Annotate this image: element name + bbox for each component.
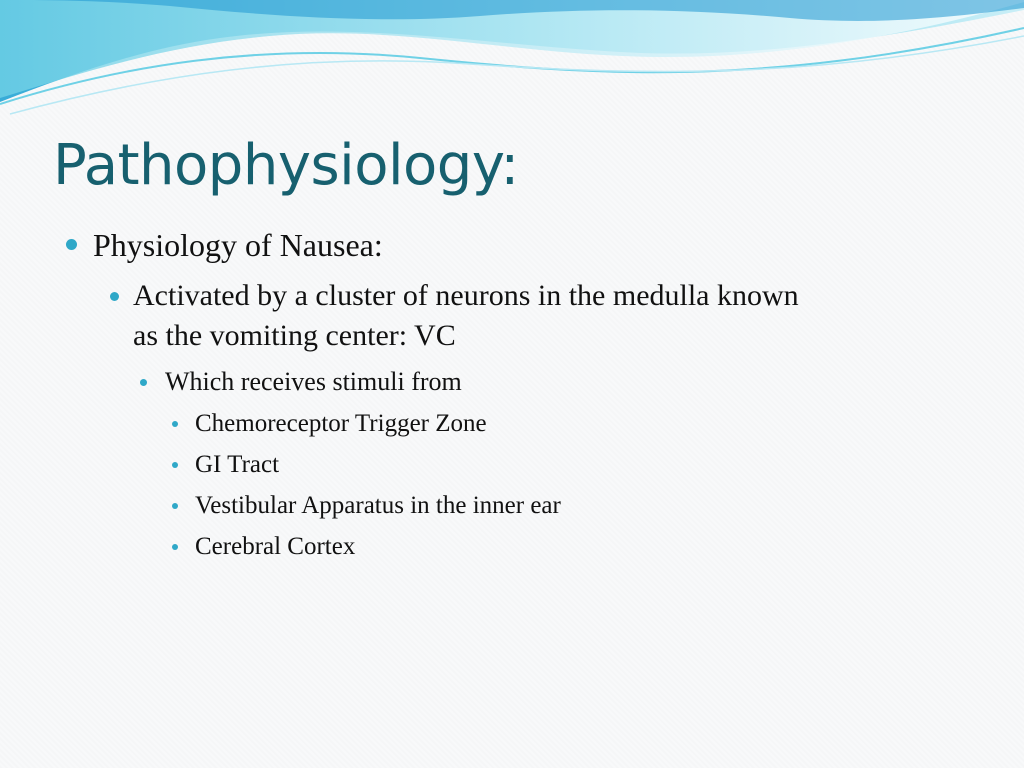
circle-bullet-icon — [172, 462, 178, 468]
circle-bullet-icon — [66, 239, 77, 250]
bullet-level-4-item: Vestibular Apparatus in the inner ear — [195, 492, 561, 519]
circle-bullet-icon — [172, 503, 178, 509]
circle-bullet-icon — [172, 544, 178, 550]
bullet-level-2-line-1: Activated by a cluster of neurons in the medulla known — [133, 279, 799, 312]
circle-bullet-icon — [172, 421, 178, 427]
circle-bullet-icon — [140, 379, 147, 386]
bullet-level-4-item: GI Tract — [195, 451, 280, 478]
bullet-level-1: Physiology of Nausea: — [93, 227, 383, 263]
bullet-level-2-line-2: as the vomiting center: VC — [133, 319, 456, 352]
bullet-level-4-item: Chemoreceptor Trigger Zone — [195, 410, 487, 437]
slide-title: Pathophysiology: — [53, 133, 519, 198]
circle-bullet-icon — [110, 292, 119, 301]
bullet-level-4-item: Cerebral Cortex — [195, 533, 356, 560]
bullet-level-3: Which receives stimuli from — [165, 367, 462, 396]
